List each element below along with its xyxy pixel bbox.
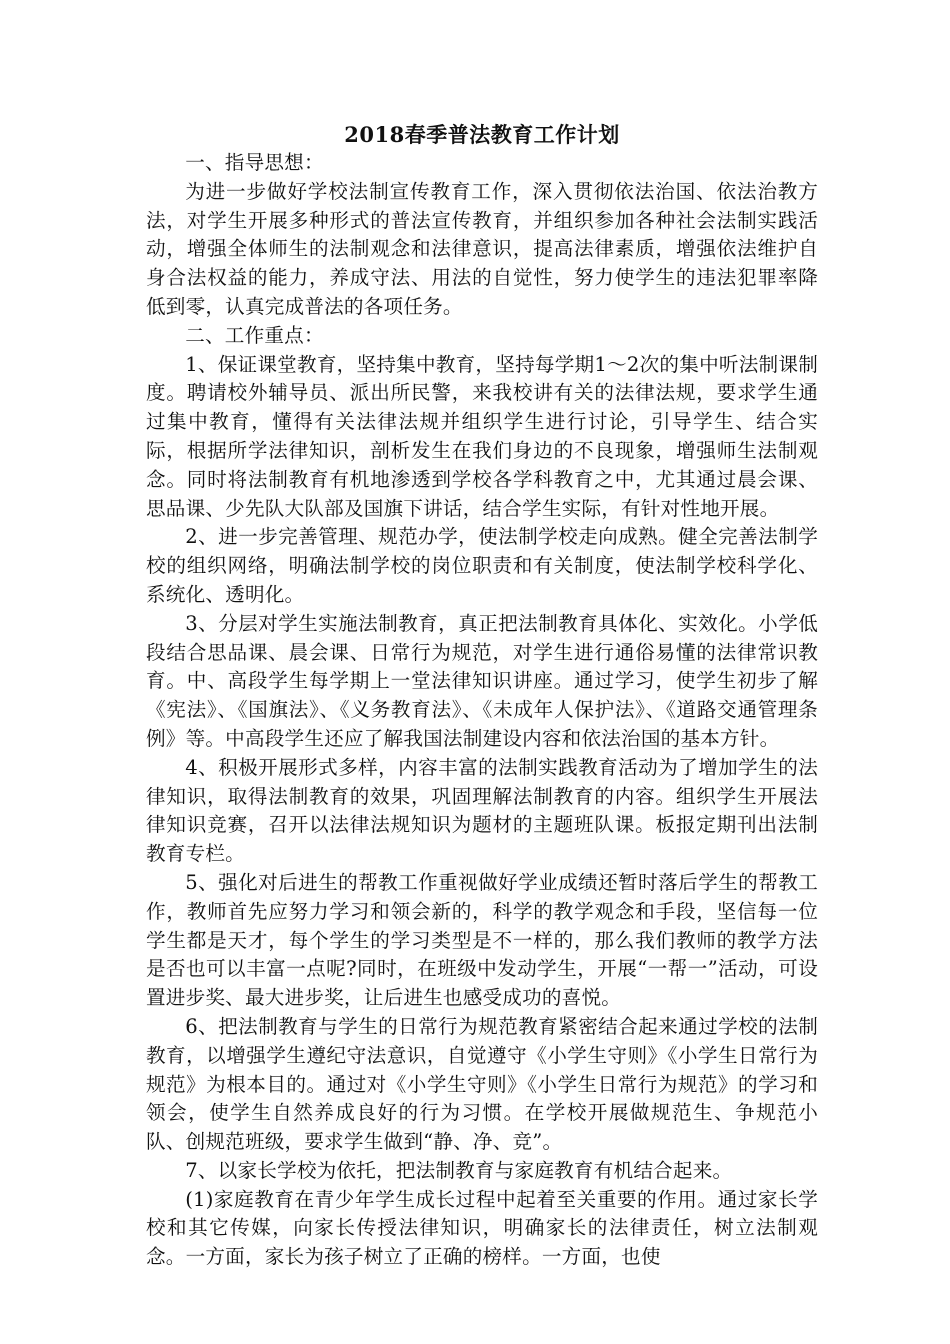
document-title: 2018春季普法教育工作计划 xyxy=(344,122,620,147)
section-heading-guiding-thought: 一、指导思想： xyxy=(185,151,324,174)
paragraph-item-4: 4、积极开展形式多样，内容丰富的法制实践教育活动为了增加学生的法律知识，取得法制教育的效果，巩固理解法制教育的内容。组织学生开展法律知识竞赛，召开以法律法规知识为题材的主题班队课。板报定期刊出法制教育专栏。 xyxy=(146,755,818,866)
paragraph-item-3: 3、分层对学生实施法制教育，真正把法制教育具体化、实效化。小学低段结合思品课、晨会课、日常行为规范，对学生进行通俗易懂的法律常识教育。中、高段学生每学期上一堂法律知识讲座。通过学习，使学生初步了解《宪法》、《国旗法》、《义务教育法》、《未成年人保护法》、《道路交通管理条例》等。中高段学生还应了解我国法制建设内容和依法治国的基本方针。 xyxy=(146,611,818,750)
document-page xyxy=(146,120,818,1272)
paragraph-guiding-thought: 为进一步做好学校法制宣传教育工作，深入贯彻依法治国、依法治教方法，对学生开展多种形式的普法宣传教育，并组织参加各种社会法制实践活动，增强全体师生的法制观念和法律意识，提高法律素质，增强依法维护自身合法权益的能力，养成守法、用法的自觉性，努力使学生的违法犯罪率降低到零，认真完成普法的各项任务。 xyxy=(146,179,818,318)
paragraph-item-2: 2、进一步完善管理、规范办学，使法制学校走向成熟。健全完善法制学校的组织网络，明确法制学校的岗位职责和有关制度，使法制学校科学化、系统化、透明化。 xyxy=(146,525,818,606)
paragraph-item-7-1: (1)家庭教育在青少年学生成长过程中起着至关重要的作用。通过家长学校和其它传媒，向家长传授法律知识，明确家长的法律责任，树立法制观念。一方面，家长为孩子树立了正确的榜样。一方面，也使 xyxy=(146,1187,818,1269)
section-heading-work-focus: 二、工作重点： xyxy=(185,323,324,347)
paragraph-item-7: 7、以家长学校为依托，把法制教育与家庭教育有机结合起来。 xyxy=(185,1158,733,1182)
paragraph-item-6: 6、把法制教育与学生的日常行为规范教育紧密结合起来通过学校的法制教育，以增强学生遵纪守法意识，自觉遵守《小学生守则》《小学生日常行为规范》为根本目的。通过对《小学生守则》《小学生日常行为规范》的学习和领会，使学生自然养成良好的行为习惯。在学校开展做规范生、争规范小队、创规范班级，要求学生做到“静、净、竞”。 xyxy=(146,1014,818,1154)
paragraph-item-1: 1、保证课堂教育，坚持集中教育，坚持每学期1～2次的集中听法制课制度。聘请校外辅导员、派出所民警，来我校讲有关的法律法规，要求学生通过集中教育，懂得有关法律法规并组织学生进行讨论，引导学生、结合实际，根据所学法律知识，剖析发生在我们身边的不良现象，增强师生法制观念。同时将法制教育有机地渗透到学校各学科教育之中，尤其通过晨会课、思品课、少先队大队部及国旗下讲话，结合学生实际，有针对性地开展。 xyxy=(146,352,818,520)
paragraph-item-5: 5、强化对后进生的帮教工作重视做好学业成绩还暂时落后学生的帮教工作，教师首先应努力学习和领会新的，科学的教学观念和手段，坚信每一位学生都是天才，每个学生的学习类型是不一样的，那么我们教师的教学方法是否也可以丰富一点呢?同时，在班级中发动学生，开展“一帮一”活动，可设置进步奖、最大进步奖，让后进生也感受成功的喜悦。 xyxy=(146,870,818,1010)
